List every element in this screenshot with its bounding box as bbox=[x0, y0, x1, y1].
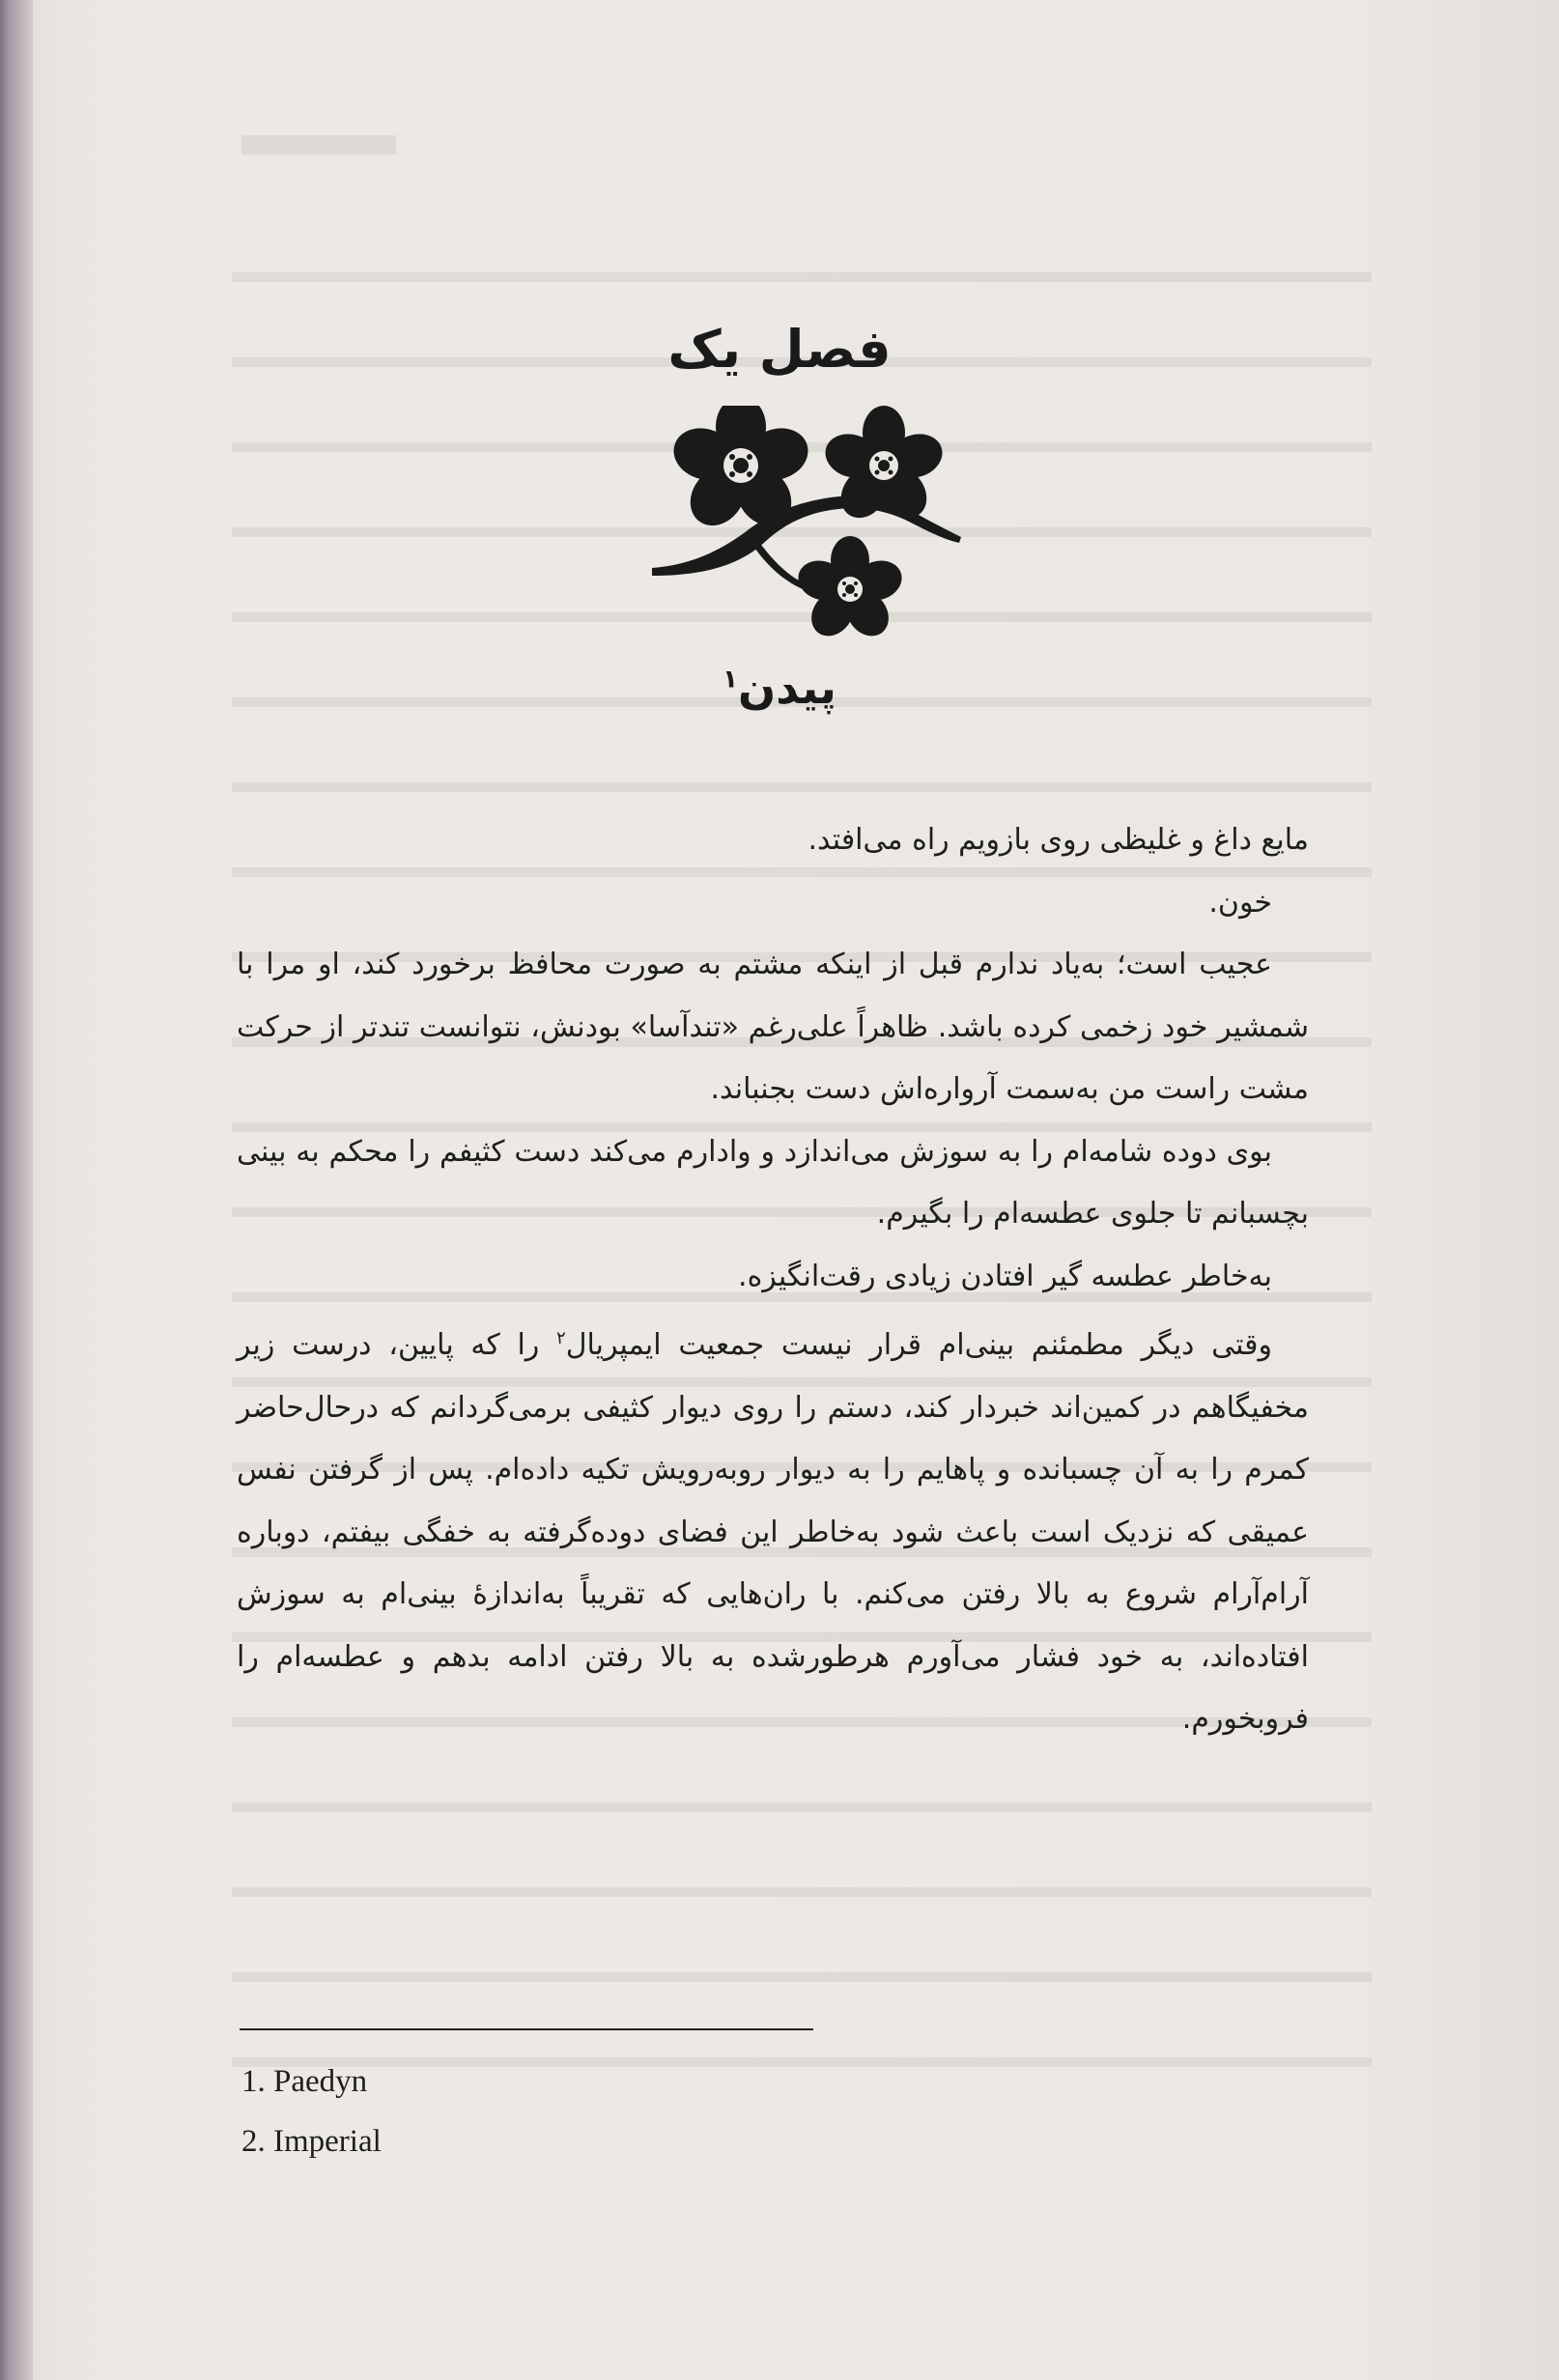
footnote-1: 1. Paedyn bbox=[241, 2064, 368, 2099]
paragraph-6-end: را که پایین، درست زیر مخفیگاهم در کمین‌اند خبردار کند، دستم را روی دیوار کثیفی برمی‌گردانم که درحال‌حاضر کمرم را به آن چسبانده و پاهایم را به دیوار روبه‌رویش تکیه داده‌ام. پس از گرفتن نفس عمیقی که نزدیک است باعث شود به‌خاطر این فضای دوده‌گرفته به خفگی بیفتم، دوباره آرام‌آرام شروع به بالا رفتن می‌کنم. با ران‌هایی که تقریباً به‌اندازهٔ بینی‌ام به سوزش افتاده‌اند، به خود فشار می‌آورم هرطورشده به بالا رفتن ادامه بدهم و عطسه‌ام را فروبخورم. bbox=[237, 1328, 1309, 1736]
paragraph-6 bbox=[237, 1308, 1309, 1751]
footnote-2: 2. Imperial bbox=[241, 2124, 382, 2159]
pov-name-text: پیدن bbox=[737, 662, 836, 714]
chapter-title: فصل یک bbox=[667, 319, 892, 380]
paragraph-3: عجیب است؛ به‌یاد ندارم قبل از اینکه مشتم به صورت محافظ برخورد کند، او مرا با شمشیر خود زخمی کرده باشد. ظاهراً علی‌رغم «تندآسا» بودنش، نتوانست تندتر از حرکت مشت راست من به‌سمت آرواره‌اش دست بجنباند. bbox=[237, 948, 1309, 1106]
show-through-header bbox=[241, 135, 396, 155]
paragraph-6-start: وقتی دیگر مطمئنم بینی‌ام قرار نیست جمعیت ایمپریال bbox=[565, 1328, 1272, 1362]
footnotes bbox=[241, 2052, 382, 2171]
footnote-ref-2: ۲ bbox=[556, 1328, 566, 1348]
footnote-divider bbox=[240, 2028, 813, 2030]
paragraph-2: خون. bbox=[1208, 885, 1272, 920]
paragraph-5: به‌خاطر عطسه گیر افتادن زیادی رقت‌انگیزه. bbox=[738, 1259, 1272, 1293]
footnote-ref-1: ۱ bbox=[723, 665, 738, 694]
paragraph-1: مایع داغ و غلیظی روی بازویم راه می‌افتد. bbox=[808, 823, 1309, 857]
paragraph-4: بوی دوده شامه‌ام را به سوزش می‌اندازد و وادارم می‌کند دست کثیفم را محکم به بینی بچسبانم تا جلوی عطسه‌ام را بگیرم. bbox=[237, 1134, 1309, 1231]
cherry-blossom-branch-icon bbox=[652, 406, 961, 666]
chapter-body bbox=[237, 809, 1309, 1751]
pov-character-name bbox=[0, 662, 1559, 714]
